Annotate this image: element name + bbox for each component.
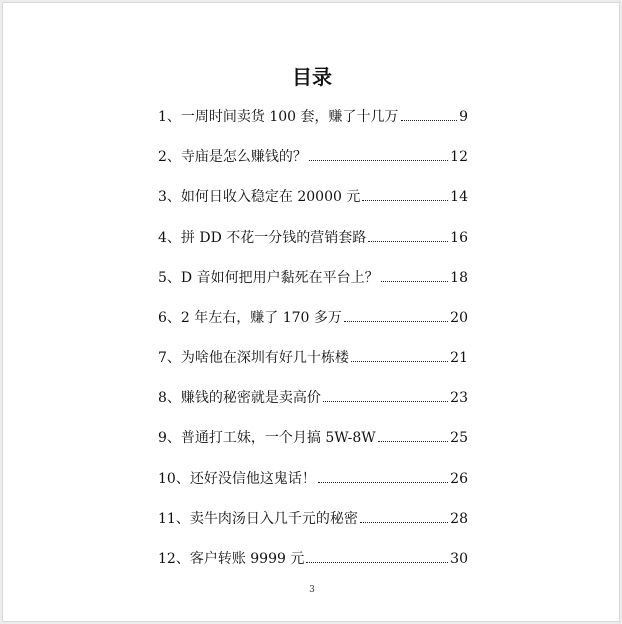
- toc-entry[interactable]: [158, 107, 468, 127]
- toc-dot-leader: [360, 522, 448, 523]
- toc-dot-leader: [378, 441, 449, 442]
- toc-dot-leader: [323, 401, 448, 402]
- toc-dot-leader: [309, 160, 448, 161]
- toc-entry[interactable]: [158, 509, 468, 529]
- toc-entry[interactable]: [158, 549, 468, 569]
- toc-entry[interactable]: [158, 147, 468, 167]
- toc-entry-page: 21: [450, 350, 468, 366]
- toc-dot-leader: [362, 200, 448, 201]
- toc-dot-leader: [401, 120, 458, 121]
- toc-entry[interactable]: [158, 187, 468, 207]
- document-page: [2, 2, 620, 622]
- toc-entry[interactable]: [158, 348, 468, 368]
- toc-entry-page: 16: [450, 230, 468, 246]
- toc-entry-label: 9、普通打工妹，一个月搞 5W-8W: [158, 430, 376, 446]
- toc-dot-leader: [351, 361, 448, 362]
- toc-entry[interactable]: [158, 308, 468, 328]
- toc-dot-leader: [306, 562, 448, 563]
- toc-entry-label: 6、2 年左右，赚了 170 多万: [158, 310, 342, 326]
- toc-entry[interactable]: [158, 388, 468, 408]
- toc-entry-page: 23: [450, 390, 468, 406]
- toc-entry[interactable]: [158, 469, 468, 489]
- toc-entry-label: 12、客户转账 9999 元: [158, 551, 305, 567]
- toc-entry-label: 10、还好没信他这鬼话！: [158, 471, 316, 487]
- toc-entry[interactable]: [158, 228, 468, 248]
- toc-entry-label: 7、为啥他在深圳有好几十栋楼: [158, 350, 349, 366]
- toc-dot-leader: [381, 281, 449, 282]
- toc-entry-label: 5、D 音如何把用户黏死在平台上？: [158, 270, 379, 286]
- toc-entry-label: 4、拼 DD 不花一分钱的营销套路: [158, 230, 367, 246]
- toc-entry-label: 3、如何日收入稳定在 20000 元: [158, 189, 361, 205]
- toc-entry-page: 18: [450, 270, 468, 286]
- toc-entry-page: 9: [459, 109, 468, 125]
- toc-dot-leader: [344, 321, 448, 322]
- toc-dot-leader: [368, 241, 448, 242]
- toc-entry-page: 12: [450, 149, 468, 165]
- toc-entry-label: 11、卖牛肉汤日入几千元的秘密: [158, 511, 358, 527]
- toc-entry[interactable]: [158, 268, 468, 288]
- toc-entry[interactable]: [158, 428, 468, 448]
- toc-entry-page: 14: [450, 189, 468, 205]
- toc-title: 目录: [292, 65, 332, 89]
- toc-entry-page: 28: [450, 511, 468, 527]
- toc-entry-label: 2、寺庙是怎么赚钱的？: [158, 149, 307, 165]
- toc-dot-leader: [318, 482, 448, 483]
- toc-entry-page: 26: [450, 471, 468, 487]
- toc-entry-label: 8、赚钱的秘密就是卖高价: [158, 390, 321, 406]
- toc-entry-page: 25: [450, 430, 468, 446]
- toc-entry-label: 1、一周时间卖货 100 套，赚了十几万: [158, 109, 399, 125]
- toc-entry-page: 20: [450, 310, 468, 326]
- toc-entry-page: 30: [450, 551, 468, 567]
- page-number: 3: [309, 585, 315, 595]
